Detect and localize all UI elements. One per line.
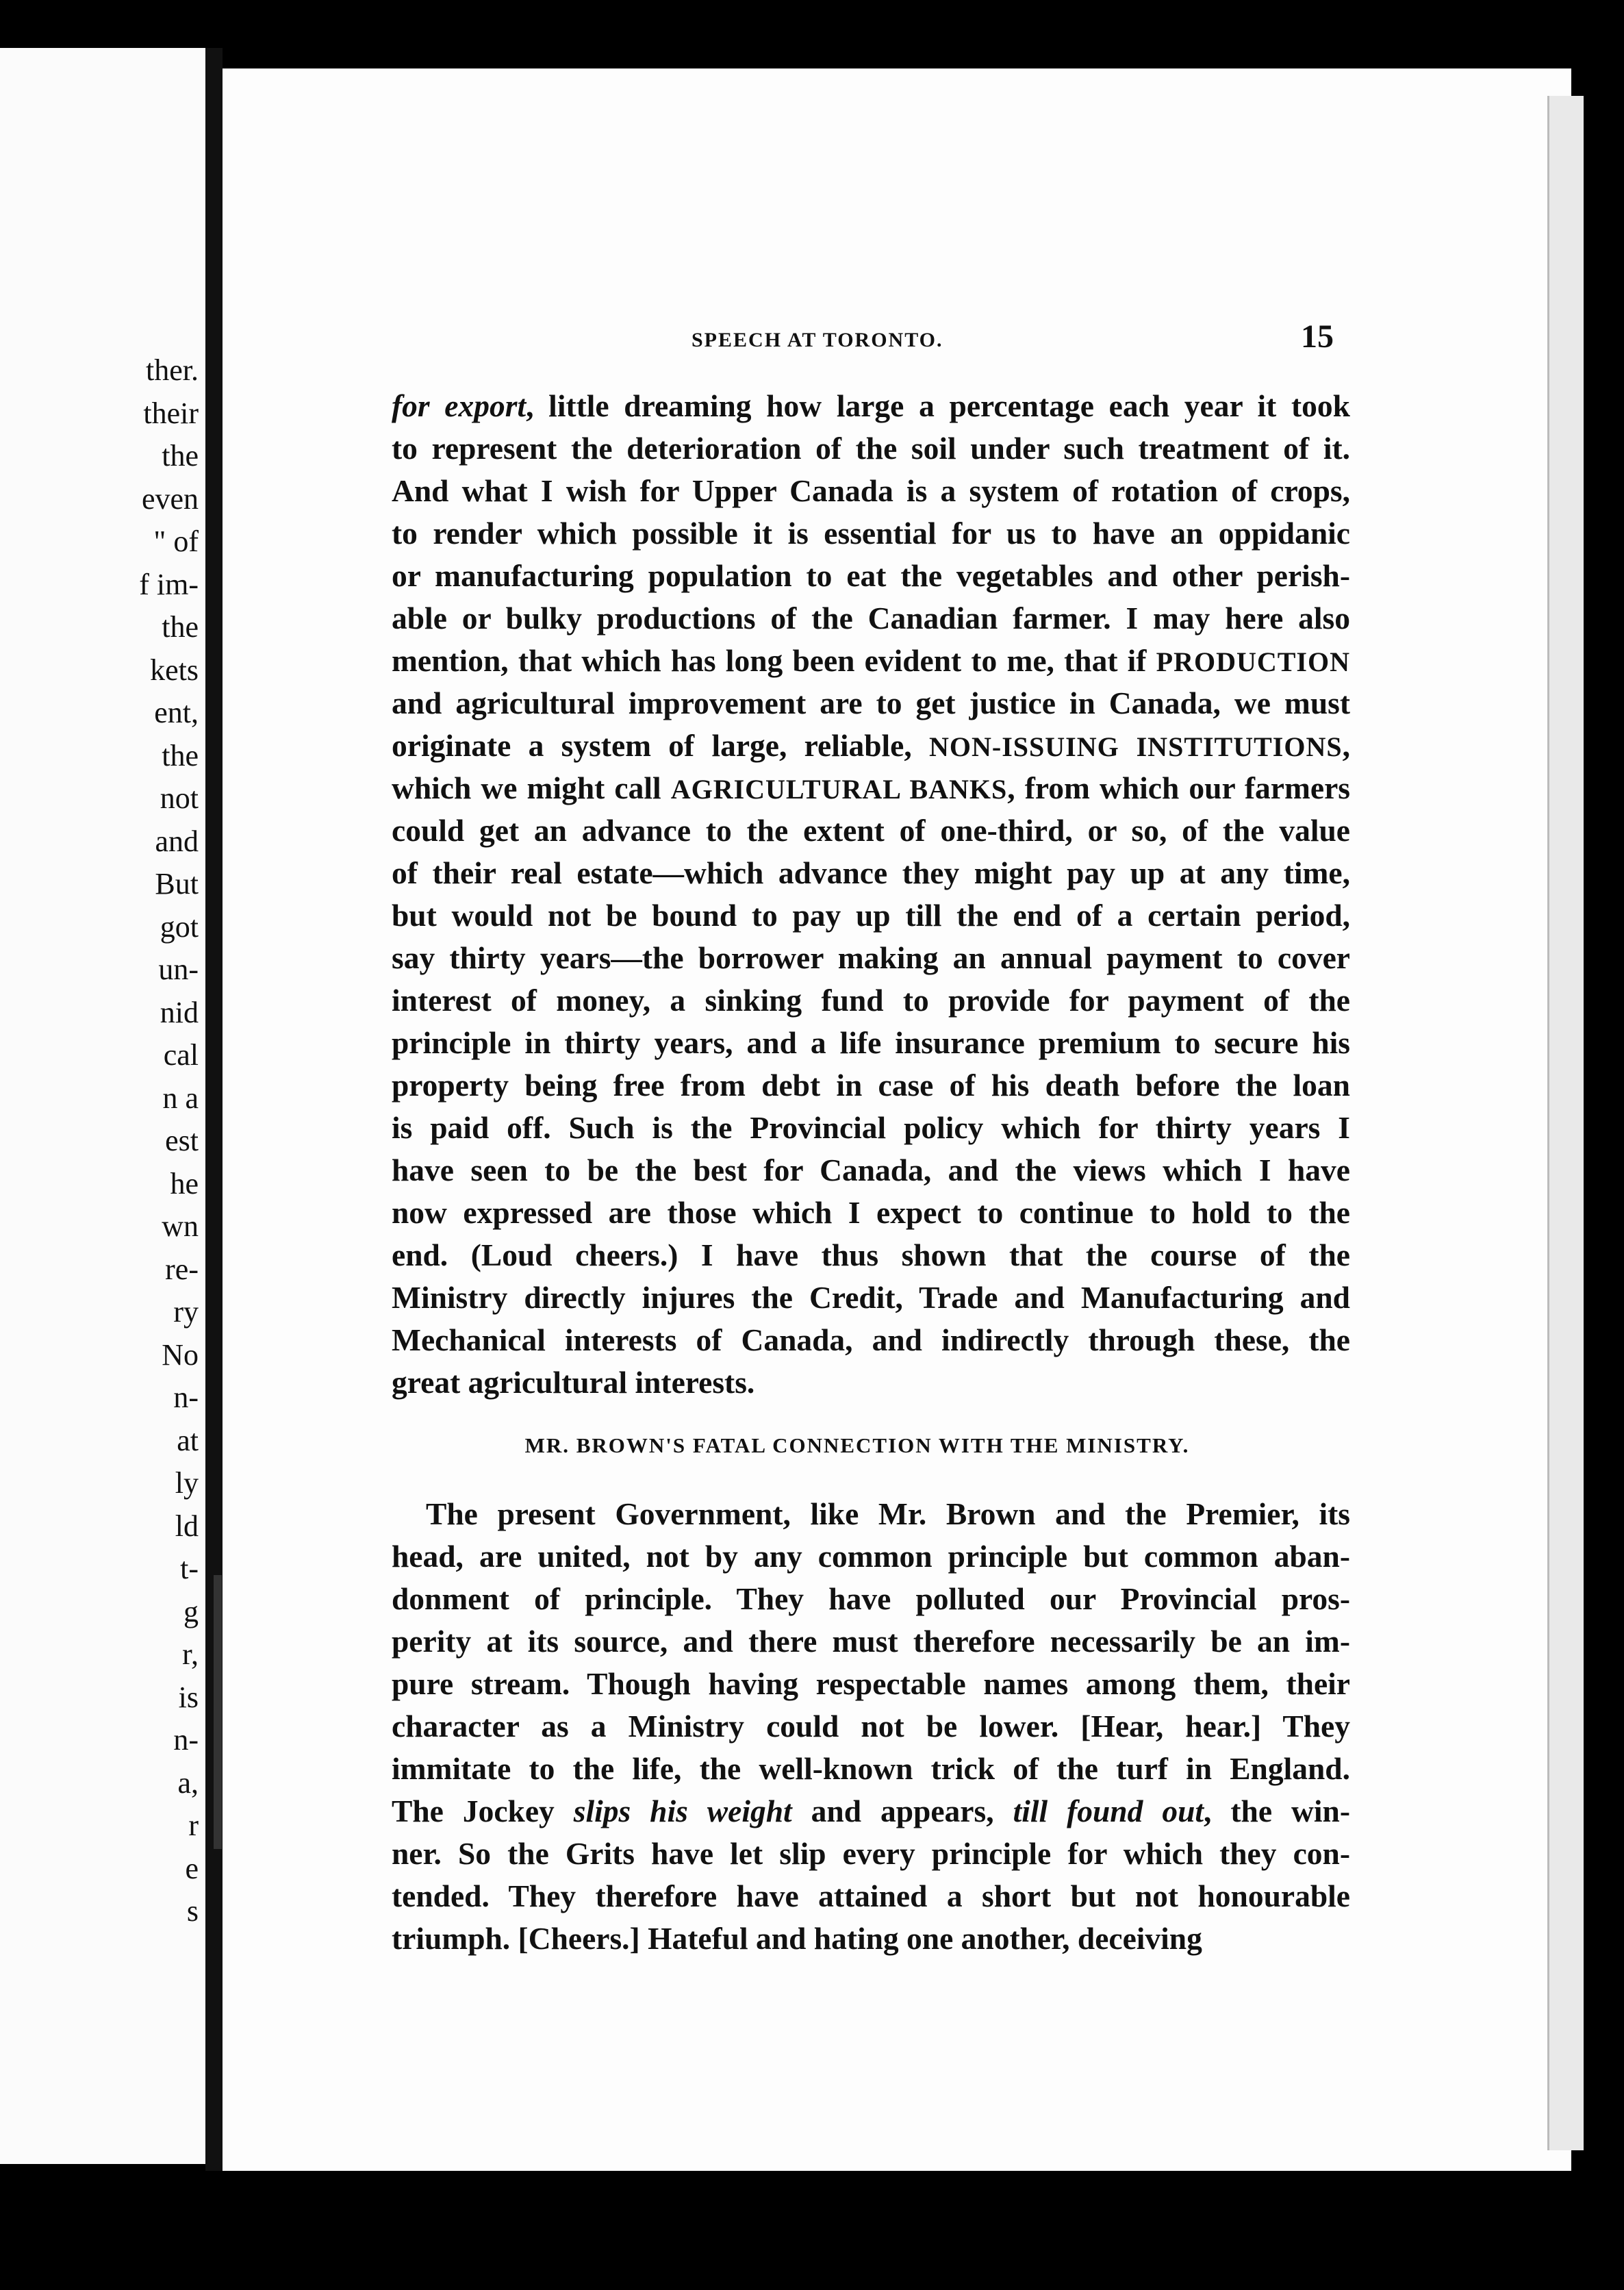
line-text: head, are united, not by any common principle but common aban- bbox=[392, 1539, 1350, 1574]
section-heading: MR. BROWN'S FATAL CONNECTION WITH THE MINISTRY. bbox=[524, 1433, 1190, 1457]
facing-page-fragment: even bbox=[141, 481, 199, 516]
facing-page-fragment: est bbox=[165, 1124, 199, 1157]
text-line bbox=[392, 1361, 1350, 1404]
paragraph-2 bbox=[392, 1493, 1350, 1960]
line-text: , the win- bbox=[1204, 1794, 1350, 1828]
text-line bbox=[392, 1107, 1350, 1149]
styled-text: slips his weight bbox=[573, 1794, 792, 1828]
facing-page-fragment: But bbox=[155, 867, 199, 901]
styled-text: NON-ISSUING INSTITUTIONS bbox=[929, 731, 1343, 762]
text-line bbox=[392, 725, 1350, 767]
text-line bbox=[392, 1192, 1350, 1234]
facing-page-fragment: ent, bbox=[154, 696, 199, 729]
text-line bbox=[392, 1493, 1350, 1535]
line-text: originate a system of large, reliable, bbox=[392, 728, 930, 763]
facing-page-fragment: n a bbox=[162, 1081, 199, 1115]
line-text: or manufacturing population to eat the vegetables and other perish- bbox=[392, 558, 1350, 593]
facing-page-fragment: nid bbox=[160, 995, 199, 1029]
line-text: great agricultural interests. bbox=[392, 1365, 755, 1400]
facing-page-fragment: and bbox=[155, 824, 199, 858]
facing-page-fragment: kets bbox=[150, 653, 199, 687]
page-body bbox=[392, 385, 1350, 1960]
line-text: and appears, bbox=[791, 1794, 1013, 1828]
text-line bbox=[392, 1875, 1350, 1917]
line-text: interest of money, a sinking fund to provide for payment of the bbox=[392, 983, 1350, 1018]
text-line bbox=[392, 1917, 1350, 1960]
text-line bbox=[392, 385, 1350, 427]
text-line bbox=[392, 1022, 1350, 1064]
text-line bbox=[392, 937, 1350, 979]
line-text: now expressed are those which I expect to continue to hold to the bbox=[392, 1195, 1350, 1230]
line-text: could get an advance to the extent of one-third, or so, of the value bbox=[392, 813, 1350, 848]
styled-text: AGRICULTURAL BANKS bbox=[670, 774, 1008, 805]
line-text: character as a Ministry could not be lower. [Hear, hear.] They bbox=[392, 1709, 1350, 1744]
page-number: 15 bbox=[1301, 318, 1334, 355]
facing-page-fragment: the bbox=[162, 738, 199, 772]
line-text: say thirty years—the borrower making an annual payment to cover bbox=[392, 940, 1350, 975]
text-line bbox=[392, 1064, 1350, 1107]
line-text: of their real estate—which advance they might pay up at any time, bbox=[392, 855, 1350, 890]
margin-mark bbox=[214, 1575, 222, 1849]
line-text: to render which possible it is essential for us to have an oppidanic bbox=[392, 516, 1350, 551]
facing-page-fragment: ry bbox=[173, 1295, 199, 1329]
facing-page-fragment: " of bbox=[153, 525, 199, 558]
text-line bbox=[392, 682, 1350, 725]
styled-text: for export bbox=[392, 388, 526, 423]
facing-page-fragment: the bbox=[162, 439, 199, 473]
line-text: , from which our farmers bbox=[1007, 770, 1350, 805]
text-line bbox=[392, 1790, 1350, 1833]
text-line bbox=[392, 597, 1350, 640]
facing-page-fragment: is bbox=[178, 1680, 199, 1714]
facing-page-fragment: at bbox=[177, 1423, 199, 1457]
facing-page-fragment: re- bbox=[165, 1252, 199, 1286]
facing-page-fragment: ld bbox=[175, 1509, 199, 1543]
line-text: triumph. [Cheers.] Hateful and hating one another, deceiving bbox=[392, 1921, 1202, 1956]
line-text: but would not be bound to pay up till the end of a certain period, bbox=[392, 898, 1350, 933]
gutter bbox=[205, 48, 223, 2171]
facing-page-fragment: No bbox=[162, 1337, 199, 1372]
line-text: is paid off. Such is the Provincial policy which for thirty years I bbox=[392, 1110, 1350, 1145]
facing-page-fragment: the bbox=[162, 610, 199, 644]
text-line bbox=[392, 470, 1350, 512]
text-line bbox=[392, 427, 1350, 470]
line-text: Mechanical interests of Canada, and indirectly through these, the bbox=[392, 1322, 1350, 1357]
text-line bbox=[392, 640, 1350, 682]
facing-page-fragment: he bbox=[170, 1166, 199, 1200]
facing-page-fragment: not bbox=[160, 781, 199, 815]
facing-page-fragment: e bbox=[185, 1851, 199, 1885]
facing-page-fragment: got bbox=[160, 909, 199, 944]
line-text: to represent the deterioration of the soil under such treatment of it. bbox=[392, 431, 1350, 466]
facing-page-fragment: r bbox=[188, 1809, 199, 1842]
facing-page-fragment: f im- bbox=[139, 567, 199, 601]
facing-page bbox=[0, 48, 205, 2164]
facing-page-fragment: wn bbox=[162, 1209, 199, 1243]
line-text: property being free from debt in case of his death before the loan bbox=[392, 1068, 1350, 1103]
line-text: The Jockey bbox=[392, 1794, 574, 1828]
line-text: immitate to the life, the well-known trick of the turf in England. bbox=[392, 1751, 1350, 1786]
facing-page-fragment: n- bbox=[173, 1723, 199, 1757]
text-line bbox=[392, 1276, 1350, 1319]
facing-page-fragment: r, bbox=[182, 1637, 199, 1671]
line-text: mention, that which has long been evident to me, that if bbox=[392, 643, 1156, 678]
text-line bbox=[392, 555, 1350, 597]
line-text: tended. They therefore have attained a short but not honourable bbox=[392, 1878, 1350, 1913]
text-line bbox=[392, 1663, 1350, 1705]
styled-text: till found out bbox=[1013, 1794, 1204, 1828]
facing-page-fragment: cal bbox=[163, 1038, 199, 1072]
line-text: And what I wish for Upper Canada is a system of rotation of crops, bbox=[392, 473, 1350, 508]
styled-text: PRODUCTION bbox=[1156, 646, 1350, 677]
line-text: Ministry directly injures the Credit, Trade and Manufacturing and bbox=[392, 1280, 1350, 1315]
facing-page-fragment: t- bbox=[180, 1552, 199, 1585]
line-text: able or bulky productions of the Canadian farmer. I may here also bbox=[392, 601, 1350, 636]
line-text: principle in thirty years, and a life insurance premium to secure his bbox=[392, 1025, 1350, 1060]
line-text: end. (Loud cheers.) I have thus shown that the course of the bbox=[392, 1237, 1350, 1272]
facing-page-fragment: ther. bbox=[146, 353, 199, 387]
line-text: and agricultural improvement are to get justice in Canada, we must bbox=[392, 685, 1350, 720]
line-text: have seen to be the best for Canada, and the views which I have bbox=[392, 1153, 1350, 1187]
text-line bbox=[392, 809, 1350, 852]
facing-page-fragment: n- bbox=[173, 1381, 199, 1414]
text-line bbox=[392, 1319, 1350, 1361]
text-line bbox=[392, 1535, 1350, 1578]
line-text: perity at its source, and there must therefore necessarily be an im- bbox=[392, 1624, 1350, 1659]
text-line bbox=[392, 1705, 1350, 1748]
text-line bbox=[392, 1578, 1350, 1620]
facing-page-fragment: g bbox=[183, 1594, 199, 1628]
text-line bbox=[392, 1149, 1350, 1192]
text-line bbox=[392, 852, 1350, 894]
facing-page-fragment: their bbox=[143, 396, 199, 430]
running-head: SPEECH AT TORONTO. bbox=[692, 329, 943, 351]
text-line bbox=[392, 1234, 1350, 1276]
text-line bbox=[392, 767, 1350, 809]
paragraph-1 bbox=[392, 385, 1350, 1404]
page-edge bbox=[1547, 96, 1584, 2150]
facing-page-fragment: s bbox=[186, 1894, 199, 1928]
text-line bbox=[392, 1833, 1350, 1875]
text-line bbox=[392, 979, 1350, 1022]
line-text: , bbox=[1342, 728, 1350, 763]
text-line bbox=[392, 1748, 1350, 1790]
line-text: donment of principle. They have polluted our Provincial pros- bbox=[392, 1581, 1350, 1616]
facing-page-fragment: a, bbox=[177, 1765, 199, 1800]
facing-page-fragment: un- bbox=[158, 953, 199, 986]
line-text: pure stream. Though having respectable names among them, their bbox=[392, 1666, 1350, 1701]
facing-page-fragment: ly bbox=[175, 1466, 199, 1500]
text-line bbox=[392, 894, 1350, 937]
text-line bbox=[392, 512, 1350, 555]
line-text: ner. So the Grits have let slip every principle for which they con- bbox=[392, 1836, 1350, 1871]
line-text: , little dreaming how large a percentage each year it took bbox=[526, 388, 1350, 423]
text-line bbox=[392, 1620, 1350, 1663]
line-text: which we might call bbox=[392, 770, 671, 805]
line-text: The present Government, like Mr. Brown and the Premier, its bbox=[426, 1496, 1350, 1531]
